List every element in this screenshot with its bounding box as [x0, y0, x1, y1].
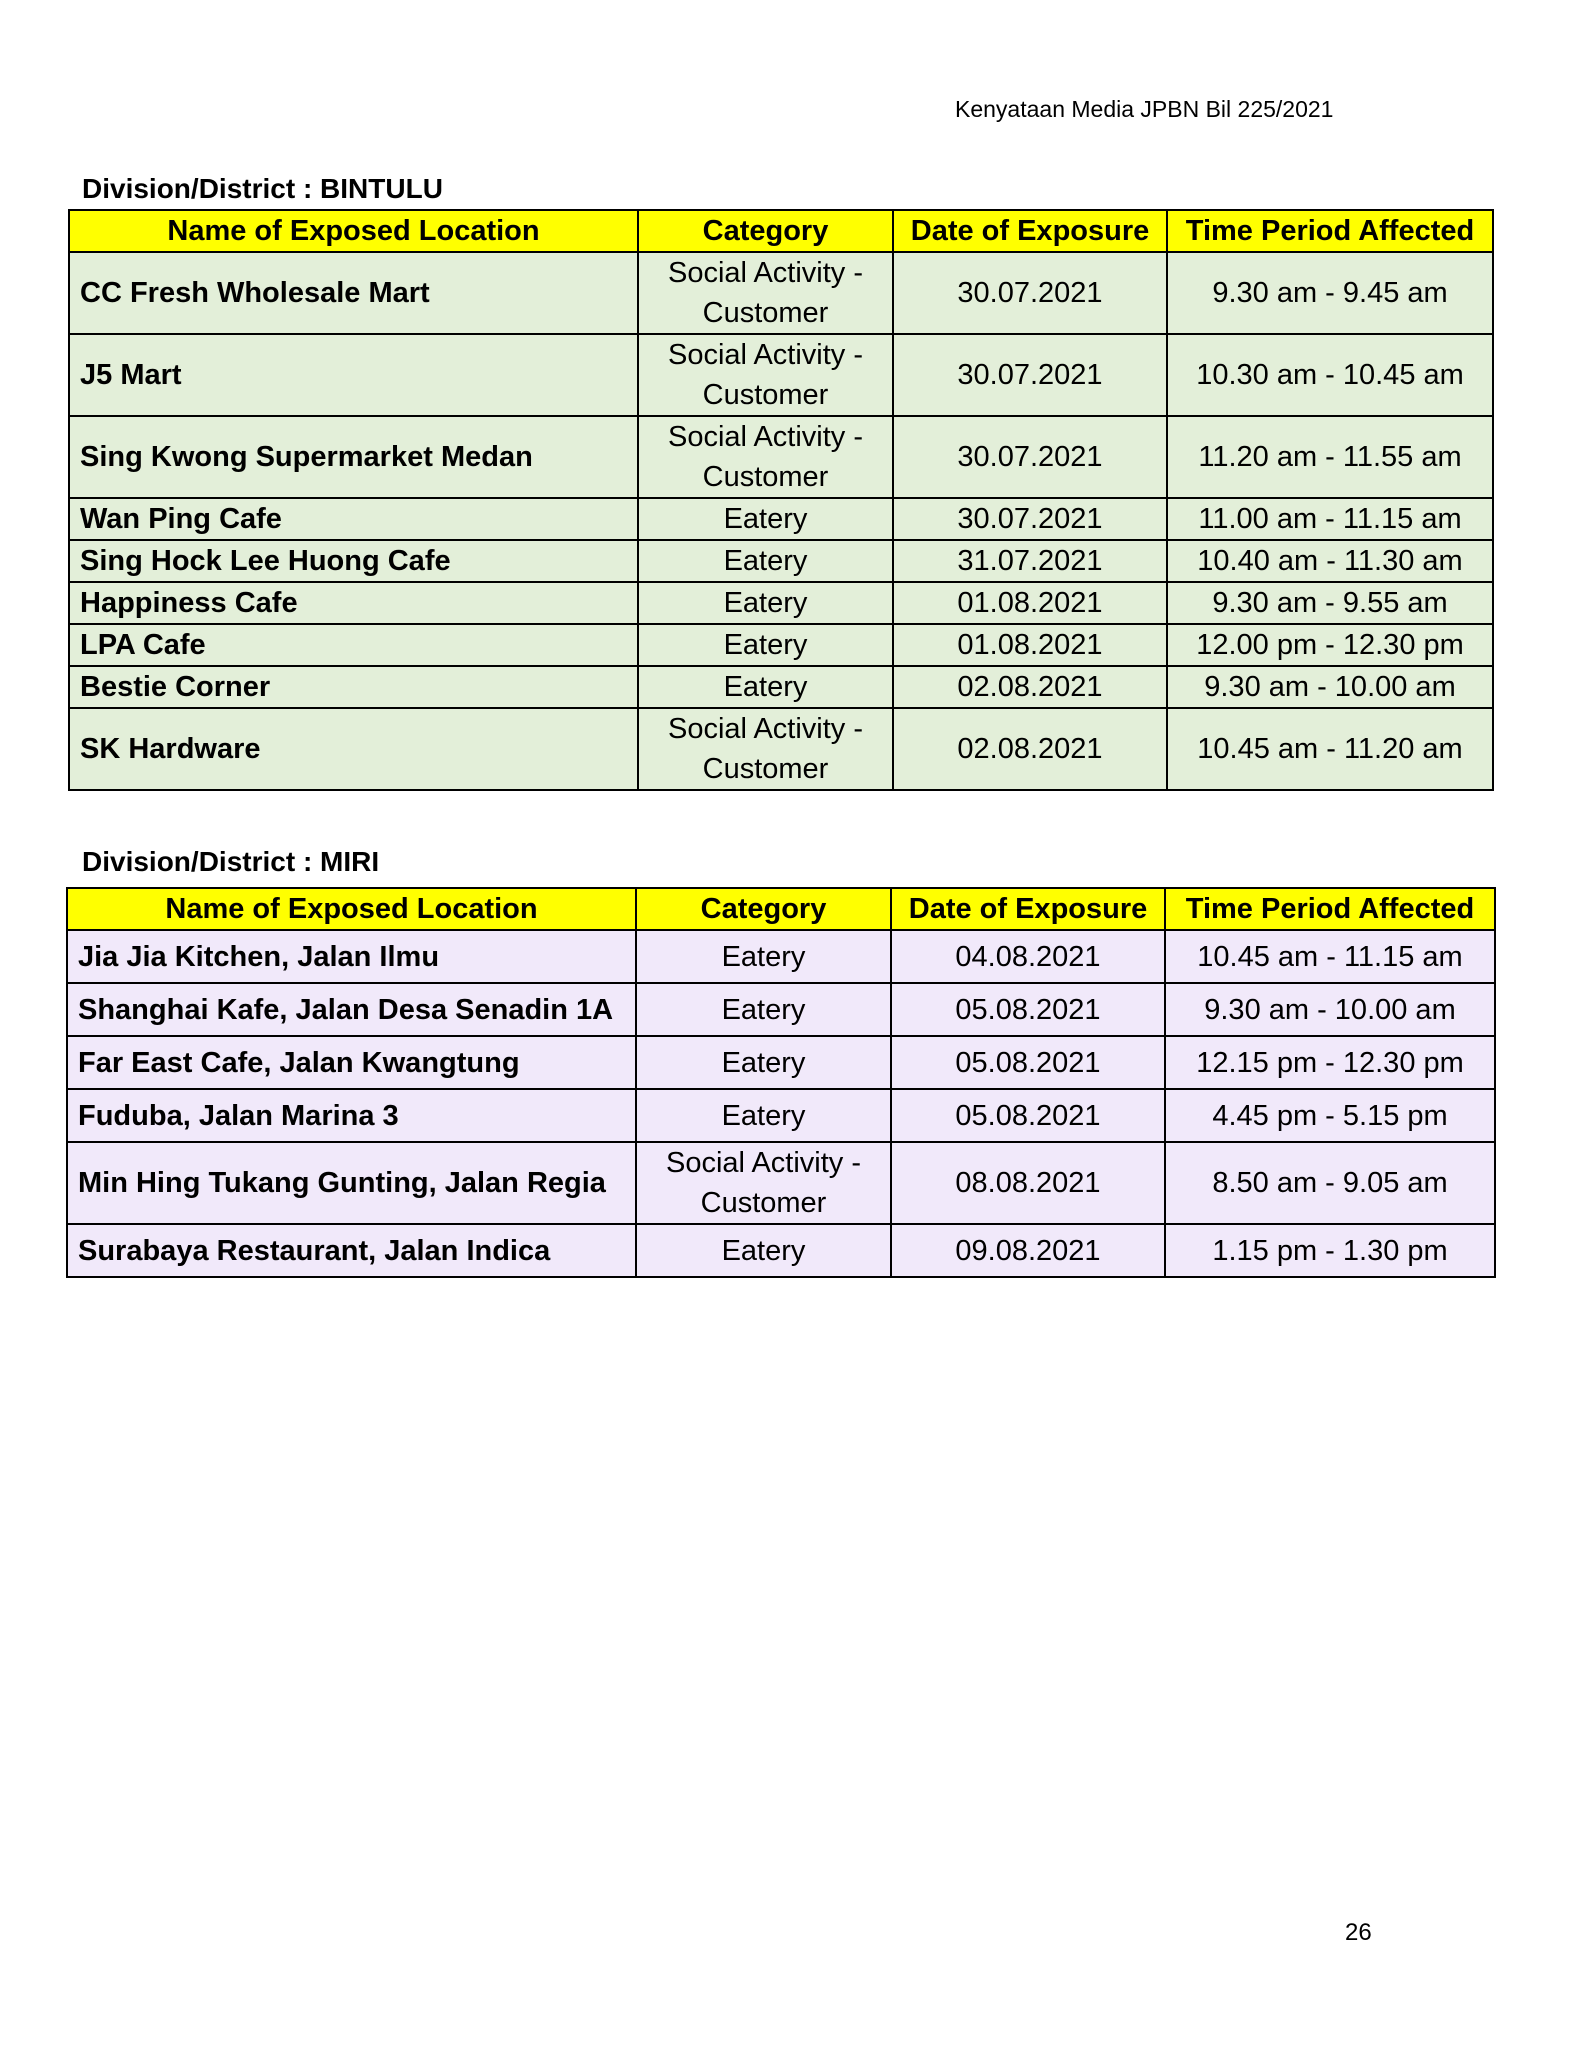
category-cell: Social Activity - Customer [638, 708, 893, 790]
category-cell: Social Activity - Customer [638, 252, 893, 334]
exposure-date-cell: 30.07.2021 [893, 334, 1167, 416]
exposure-date-cell: 31.07.2021 [893, 540, 1167, 582]
table-row [67, 1089, 1495, 1142]
location-name-cell: Jia Jia Kitchen, Jalan Ilmu [67, 930, 636, 983]
time-period-cell: 11.00 am - 11.15 am [1167, 498, 1493, 540]
column-header-time: Time Period Affected [1165, 888, 1495, 930]
exposure-date-cell: 01.08.2021 [893, 624, 1167, 666]
category-cell: Eatery [636, 1224, 891, 1277]
table-row [69, 666, 1493, 708]
time-period-cell: 11.20 am - 11.55 am [1167, 416, 1493, 498]
location-name-cell: Shanghai Kafe, Jalan Desa Senadin 1A [67, 983, 636, 1036]
section-title-bintulu: Division/District : BINTULU [82, 173, 443, 204]
time-period-cell: 9.30 am - 9.55 am [1167, 582, 1493, 624]
bintulu-exposure-table [68, 209, 1494, 791]
category-cell: Social Activity - Customer [636, 1142, 891, 1224]
table-row [67, 1036, 1495, 1089]
time-period-cell: 10.45 am - 11.20 am [1167, 708, 1493, 790]
exposure-date-cell: 08.08.2021 [891, 1142, 1165, 1224]
time-period-cell: 9.30 am - 9.45 am [1167, 252, 1493, 334]
table-row [67, 983, 1495, 1036]
column-header-date: Date of Exposure [893, 210, 1167, 252]
location-name-cell: Bestie Corner [69, 666, 638, 708]
category-cell: Eatery [636, 930, 891, 983]
category-cell: Social Activity - Customer [638, 334, 893, 416]
table-row [69, 582, 1493, 624]
column-header-name: Name of Exposed Location [67, 888, 636, 930]
time-period-cell: 4.45 pm - 5.15 pm [1165, 1089, 1495, 1142]
category-cell: Social Activity - Customer [638, 416, 893, 498]
location-name-cell: Sing Hock Lee Huong Cafe [69, 540, 638, 582]
time-period-cell: 10.30 am - 10.45 am [1167, 334, 1493, 416]
table-row [67, 930, 1495, 983]
column-header-category: Category [636, 888, 891, 930]
location-name-cell: Far East Cafe, Jalan Kwangtung [67, 1036, 636, 1089]
location-name-cell: Fuduba, Jalan Marina 3 [67, 1089, 636, 1142]
category-cell: Eatery [638, 666, 893, 708]
category-cell: Eatery [636, 1089, 891, 1142]
table-row [69, 416, 1493, 498]
column-header-category: Category [638, 210, 893, 252]
location-name-cell: Sing Kwong Supermarket Medan [69, 416, 638, 498]
location-name-cell: LPA Cafe [69, 624, 638, 666]
category-cell: Eatery [638, 498, 893, 540]
table-row [67, 1142, 1495, 1224]
category-cell: Eatery [636, 1036, 891, 1089]
exposure-date-cell: 01.08.2021 [893, 582, 1167, 624]
table-body [67, 930, 1495, 1277]
table-row [69, 334, 1493, 416]
exposure-date-cell: 05.08.2021 [891, 1036, 1165, 1089]
exposure-date-cell: 02.08.2021 [893, 708, 1167, 790]
time-period-cell: 10.40 am - 11.30 am [1167, 540, 1493, 582]
column-header-date: Date of Exposure [891, 888, 1165, 930]
category-cell: Eatery [636, 983, 891, 1036]
page-number: 26 [1345, 1919, 1372, 1946]
miri-exposure-table [66, 887, 1496, 1278]
table-row [69, 498, 1493, 540]
category-cell: Eatery [638, 624, 893, 666]
time-period-cell: 12.15 pm - 12.30 pm [1165, 1036, 1495, 1089]
table-header-row [69, 210, 1493, 252]
category-cell: Eatery [638, 582, 893, 624]
time-period-cell: 12.00 pm - 12.30 pm [1167, 624, 1493, 666]
location-name-cell: J5 Mart [69, 334, 638, 416]
location-name-cell: Surabaya Restaurant, Jalan Indica [67, 1224, 636, 1277]
table-body [69, 252, 1493, 790]
table-row [69, 624, 1493, 666]
exposure-date-cell: 02.08.2021 [893, 666, 1167, 708]
section-title-miri: Division/District : MIRI [82, 846, 380, 877]
location-name-cell: Happiness Cafe [69, 582, 638, 624]
category-cell: Eatery [638, 540, 893, 582]
exposure-date-cell: 04.08.2021 [891, 930, 1165, 983]
document-reference: Kenyataan Media JPBN Bil 225/2021 [955, 96, 1334, 122]
column-header-time: Time Period Affected [1167, 210, 1493, 252]
table-row [69, 252, 1493, 334]
time-period-cell: 9.30 am - 10.00 am [1165, 983, 1495, 1036]
exposure-date-cell: 05.08.2021 [891, 1089, 1165, 1142]
exposure-date-cell: 30.07.2021 [893, 416, 1167, 498]
exposure-date-cell: 30.07.2021 [893, 252, 1167, 334]
exposure-date-cell: 30.07.2021 [893, 498, 1167, 540]
table-row [69, 708, 1493, 790]
location-name-cell: Wan Ping Cafe [69, 498, 638, 540]
location-name-cell: CC Fresh Wholesale Mart [69, 252, 638, 334]
location-name-cell: SK Hardware [69, 708, 638, 790]
table-row [69, 540, 1493, 582]
time-period-cell: 9.30 am - 10.00 am [1167, 666, 1493, 708]
location-name-cell: Min Hing Tukang Gunting, Jalan Regia [67, 1142, 636, 1224]
table-header-row [67, 888, 1495, 930]
exposure-date-cell: 05.08.2021 [891, 983, 1165, 1036]
time-period-cell: 8.50 am - 9.05 am [1165, 1142, 1495, 1224]
time-period-cell: 1.15 pm - 1.30 pm [1165, 1224, 1495, 1277]
column-header-name: Name of Exposed Location [69, 210, 638, 252]
exposure-date-cell: 09.08.2021 [891, 1224, 1165, 1277]
time-period-cell: 10.45 am - 11.15 am [1165, 930, 1495, 983]
table-row [67, 1224, 1495, 1277]
